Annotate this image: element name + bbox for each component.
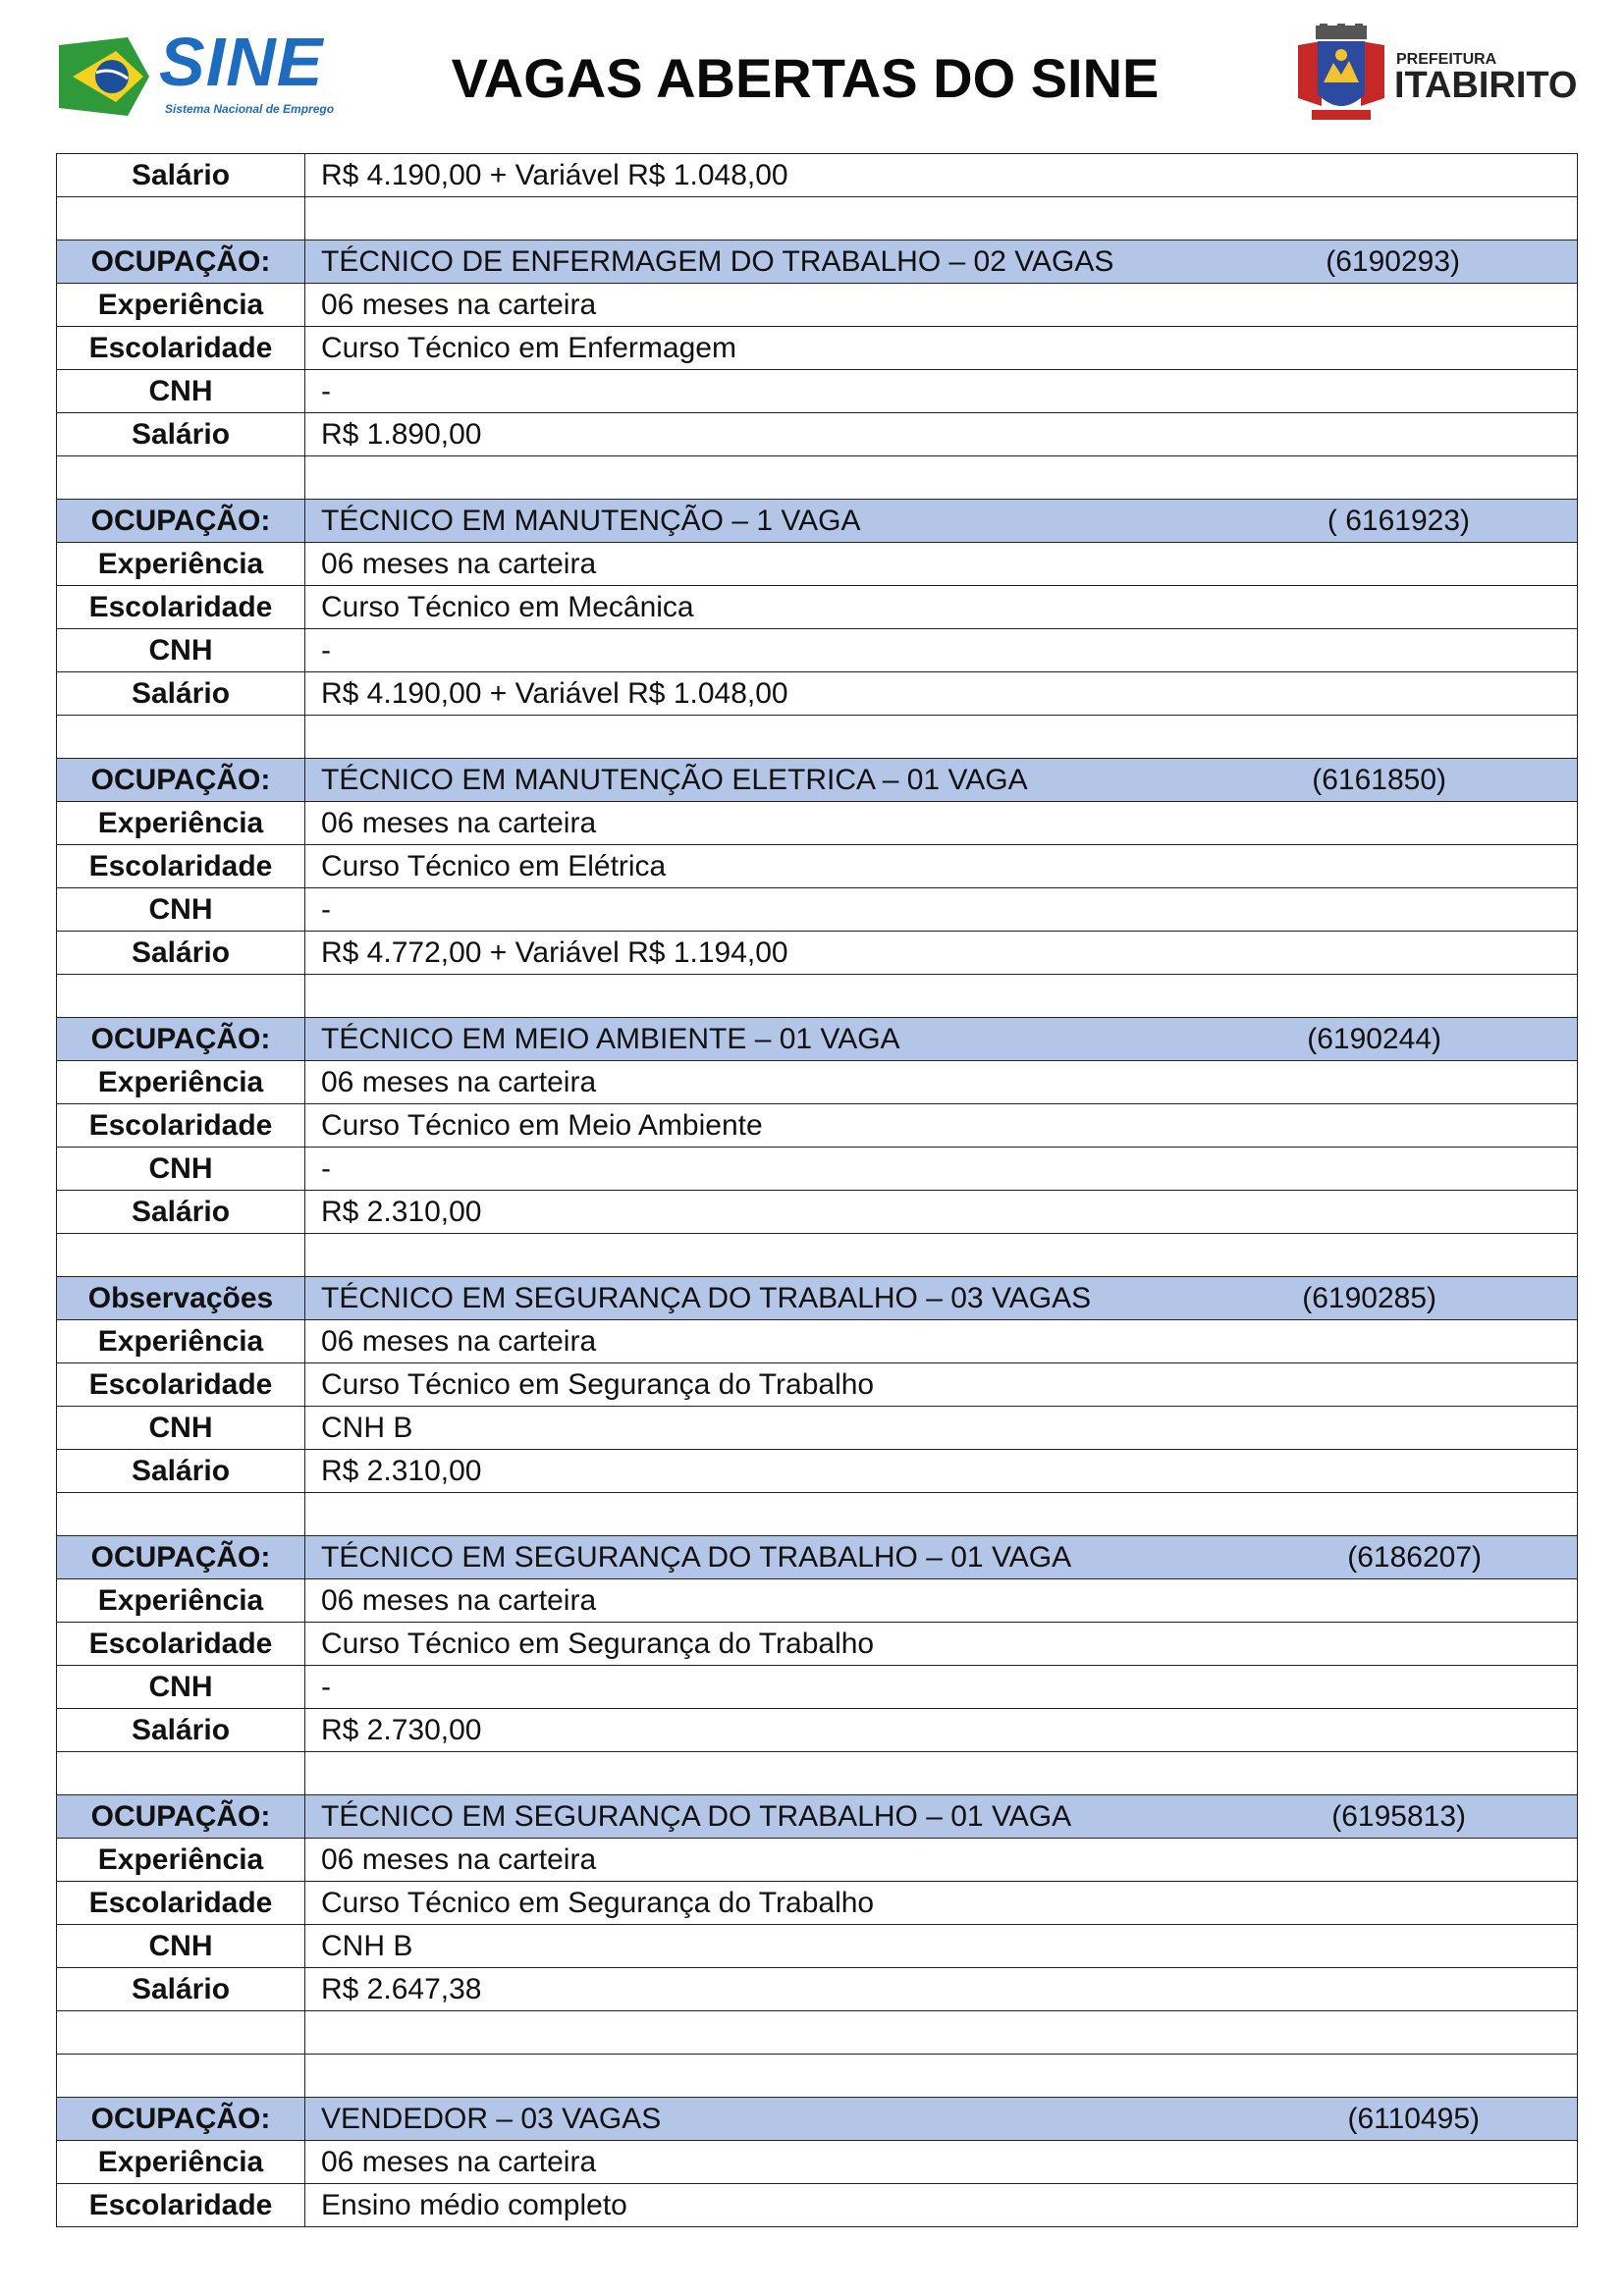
row-label: Salário	[57, 932, 305, 975]
row-label: Escolaridade	[57, 845, 305, 888]
row-value-cell	[305, 1320, 1578, 1363]
row-value-cell	[305, 716, 1578, 759]
row-label: Escolaridade	[57, 2184, 305, 2227]
row-value: -	[321, 633, 331, 667]
row-label	[57, 2055, 305, 2098]
row-label	[57, 197, 305, 240]
row-value-cell	[305, 1666, 1578, 1709]
row-value-cell	[305, 1148, 1578, 1191]
table-row	[57, 1839, 1578, 1882]
row-value-cell	[305, 1968, 1578, 2011]
row-label	[57, 1234, 305, 1277]
row-label: Experiência	[57, 802, 305, 845]
row-label: OCUPAÇÃO:	[57, 1018, 305, 1061]
row-value-cell	[305, 802, 1578, 845]
table-row	[57, 1882, 1578, 1925]
row-value: R$ 2.647,38	[321, 1972, 482, 2005]
row-value-cell	[305, 586, 1578, 629]
row-value: CNH B	[321, 1929, 413, 1962]
row-label: Escolaridade	[57, 1882, 305, 1925]
table-row	[57, 1752, 1578, 1795]
row-value: 06 meses na carteira	[321, 1324, 597, 1358]
row-value: Curso Técnico em Elétrica	[321, 849, 667, 882]
row-value: 06 meses na carteira	[321, 1065, 597, 1098]
row-label: CNH	[57, 370, 305, 413]
row-label: Escolaridade	[57, 1623, 305, 1666]
prefeitura-label: PREFEITURA	[1396, 51, 1497, 68]
row-value: TÉCNICO EM MEIO AMBIENTE – 01 VAGA	[321, 1022, 900, 1055]
row-value-cell	[305, 888, 1578, 932]
row-value-cell	[305, 1277, 1578, 1320]
row-value-cell	[305, 845, 1578, 888]
row-label: OCUPAÇÃO:	[57, 759, 305, 802]
row-value: Curso Técnico em Segurança do Trabalho	[321, 1627, 875, 1660]
row-label	[57, 2011, 305, 2055]
row-value: Curso Técnico em Enfermagem	[321, 331, 736, 364]
row-label: Experiência	[57, 1579, 305, 1623]
row-label	[57, 456, 305, 500]
row-label: CNH	[57, 888, 305, 932]
sine-logo	[59, 24, 344, 122]
row-label: CNH	[57, 1666, 305, 1709]
row-label: Escolaridade	[57, 586, 305, 629]
table-row	[57, 413, 1578, 456]
table-row	[57, 629, 1578, 672]
row-label: OCUPAÇÃO:	[57, 1536, 305, 1579]
row-label: OCUPAÇÃO:	[57, 1795, 305, 1839]
row-value-cell	[305, 932, 1578, 975]
occupation-row	[57, 1536, 1578, 1579]
row-value: -	[321, 892, 331, 926]
row-value-cell	[305, 154, 1578, 197]
row-value-cell	[305, 1752, 1578, 1795]
row-label	[57, 1493, 305, 1536]
row-value: R$ 2.730,00	[321, 1713, 482, 1746]
vacancies-table	[56, 153, 1578, 2227]
vacancy-code: (6190244)	[1307, 1023, 1441, 1055]
row-value: 06 meses na carteira	[321, 2145, 597, 2178]
vacancy-code: (6190293)	[1326, 245, 1460, 278]
row-label: Salário	[57, 1450, 305, 1493]
row-label: CNH	[57, 1407, 305, 1450]
table-row	[57, 1320, 1578, 1363]
row-label: Escolaridade	[57, 327, 305, 370]
table-row	[57, 845, 1578, 888]
row-value: 06 meses na carteira	[321, 1583, 597, 1617]
table-row	[57, 716, 1578, 759]
table-row	[57, 154, 1578, 197]
row-label: Experiência	[57, 1320, 305, 1363]
table-row	[57, 1493, 1578, 1536]
row-value-cell	[305, 1925, 1578, 1968]
row-label: Experiência	[57, 284, 305, 327]
row-value-cell	[305, 1709, 1578, 1752]
row-label: CNH	[57, 629, 305, 672]
table-row	[57, 1666, 1578, 1709]
row-label: Salário	[57, 672, 305, 716]
row-value-cell	[305, 327, 1578, 370]
brazil-flag-icon	[59, 37, 149, 116]
table-row	[57, 1709, 1578, 1752]
row-value: Curso Técnico em Segurança do Trabalho	[321, 1886, 875, 1919]
row-label	[57, 716, 305, 759]
vacancy-code: (6110495)	[1347, 2103, 1480, 2135]
row-value: TÉCNICO EM SEGURANÇA DO TRABALHO – 03 VAGAS	[321, 1281, 1092, 1314]
table-row	[57, 1407, 1578, 1450]
row-value: TÉCNICO EM MANUTENÇÃO ELETRICA – 01 VAGA	[321, 763, 1028, 796]
row-value: R$ 4.190,00 + Variável R$ 1.048,00	[321, 676, 788, 710]
row-value: 06 meses na carteira	[321, 547, 597, 580]
row-value-cell	[305, 2011, 1578, 2055]
row-value-cell	[305, 1579, 1578, 1623]
table-row	[57, 672, 1578, 716]
row-value-cell	[305, 2141, 1578, 2184]
row-value-cell	[305, 370, 1578, 413]
row-value-cell	[305, 1795, 1578, 1839]
row-label: Salário	[57, 413, 305, 456]
table-row	[57, 1061, 1578, 1104]
row-value-cell	[305, 1018, 1578, 1061]
table-row	[57, 327, 1578, 370]
row-value-cell	[305, 543, 1578, 586]
row-value-cell	[305, 1450, 1578, 1493]
row-value-cell	[305, 2055, 1578, 2098]
vacancy-code: (6195813)	[1331, 1800, 1466, 1833]
row-label: Salário	[57, 1191, 305, 1234]
occupation-row	[57, 500, 1578, 543]
row-value-cell	[305, 1191, 1578, 1234]
row-value: 06 meses na carteira	[321, 288, 597, 321]
row-value-cell	[305, 197, 1578, 240]
row-label: Experiência	[57, 543, 305, 586]
vacancy-code: (6161850)	[1312, 764, 1446, 796]
table-row	[57, 2011, 1578, 2055]
row-label: Escolaridade	[57, 1104, 305, 1148]
page-title: VAGAS ABERTAS DO SINE	[451, 47, 1160, 109]
row-value-cell	[305, 413, 1578, 456]
table-row	[57, 1363, 1578, 1407]
row-value-cell	[305, 672, 1578, 716]
row-label: CNH	[57, 1925, 305, 1968]
row-value-cell	[305, 629, 1578, 672]
row-label: Salário	[57, 154, 305, 197]
row-value: 06 meses na carteira	[321, 1842, 597, 1876]
page-header	[0, 0, 1624, 147]
table-row	[57, 1623, 1578, 1666]
row-value: Ensino médio completo	[321, 2188, 627, 2221]
table-row	[57, 543, 1578, 586]
row-value: Curso Técnico em Meio Ambiente	[321, 1108, 763, 1142]
row-value: R$ 1.890,00	[321, 417, 482, 451]
table-row	[57, 975, 1578, 1018]
table-row	[57, 1234, 1578, 1277]
row-value: -	[321, 1670, 331, 1703]
row-label: OCUPAÇÃO:	[57, 240, 305, 284]
occupation-row	[57, 1277, 1578, 1320]
row-value-cell	[305, 1104, 1578, 1148]
row-value-cell	[305, 1882, 1578, 1925]
row-label: Escolaridade	[57, 1363, 305, 1407]
vacancy-code: (6186207)	[1347, 1541, 1482, 1574]
prefeitura-logo	[1294, 24, 1578, 126]
row-label: Experiência	[57, 2141, 305, 2184]
row-label: Salário	[57, 1968, 305, 2011]
prefeitura-city: ITABIRITO	[1394, 65, 1578, 106]
occupation-row	[57, 2098, 1578, 2141]
row-value: TÉCNICO EM SEGURANÇA DO TRABALHO – 01 VAGA	[321, 1799, 1072, 1833]
row-value-cell	[305, 2184, 1578, 2227]
table-row	[57, 1191, 1578, 1234]
occupation-row	[57, 240, 1578, 284]
table-row	[57, 1104, 1578, 1148]
table-row	[57, 1968, 1578, 2011]
table-row	[57, 2055, 1578, 2098]
table-row	[57, 1148, 1578, 1191]
row-value: R$ 2.310,00	[321, 1195, 482, 1228]
row-value-cell	[305, 2098, 1578, 2141]
row-value-cell	[305, 759, 1578, 802]
row-value: R$ 4.772,00 + Variável R$ 1.194,00	[321, 935, 788, 969]
row-value-cell	[305, 1234, 1578, 1277]
row-value-cell	[305, 1363, 1578, 1407]
row-value-cell	[305, 1407, 1578, 1450]
table-row	[57, 888, 1578, 932]
row-value: TÉCNICO DE ENFERMAGEM DO TRABALHO – 02 VAGAS	[321, 244, 1114, 278]
row-label: Salário	[57, 1709, 305, 1752]
table-row	[57, 370, 1578, 413]
table-row	[57, 1579, 1578, 1623]
occupation-row	[57, 759, 1578, 802]
table-row	[57, 586, 1578, 629]
row-label: CNH	[57, 1148, 305, 1191]
row-value-cell	[305, 240, 1578, 284]
table-row	[57, 2141, 1578, 2184]
row-value-cell	[305, 456, 1578, 500]
row-value: CNH B	[321, 1411, 413, 1444]
row-value: 06 meses na carteira	[321, 806, 597, 839]
row-value-cell	[305, 1839, 1578, 1882]
row-label: OCUPAÇÃO:	[57, 500, 305, 543]
row-value: -	[321, 1151, 331, 1185]
row-value: TÉCNICO EM SEGURANÇA DO TRABALHO – 01 VAGA	[321, 1540, 1072, 1574]
table-row	[57, 456, 1578, 500]
row-value-cell	[305, 1536, 1578, 1579]
row-value: -	[321, 374, 331, 407]
vacancy-code: (6190285)	[1302, 1282, 1436, 1314]
table-row	[57, 197, 1578, 240]
row-label: Observações	[57, 1277, 305, 1320]
row-label	[57, 975, 305, 1018]
row-value: Curso Técnico em Mecânica	[321, 590, 694, 623]
row-value-cell	[305, 284, 1578, 327]
row-value: TÉCNICO EM MANUTENÇÃO – 1 VAGA	[321, 504, 861, 537]
row-value-cell	[305, 975, 1578, 1018]
table-row	[57, 1925, 1578, 1968]
row-label: OCUPAÇÃO:	[57, 2098, 305, 2141]
table-row	[57, 802, 1578, 845]
occupation-row	[57, 1795, 1578, 1839]
row-label: Experiência	[57, 1061, 305, 1104]
sine-logo-subtitle: Sistema Nacional de Emprego	[165, 102, 335, 116]
row-label: Experiência	[57, 1839, 305, 1882]
row-value: VENDEDOR – 03 VAGAS	[321, 2102, 662, 2135]
table-row	[57, 1450, 1578, 1493]
row-value-cell	[305, 1623, 1578, 1666]
row-value: Curso Técnico em Segurança do Trabalho	[321, 1367, 875, 1401]
row-label	[57, 1752, 305, 1795]
city-crest-icon	[1294, 24, 1388, 126]
row-value: R$ 2.310,00	[321, 1454, 482, 1487]
sine-logo-text: SINE	[159, 24, 324, 100]
row-value: R$ 4.190,00 + Variável R$ 1.048,00	[321, 158, 788, 191]
occupation-row	[57, 1018, 1578, 1061]
table-row	[57, 284, 1578, 327]
vacancy-code: ( 6161923)	[1326, 505, 1470, 537]
row-value-cell	[305, 1061, 1578, 1104]
table-row	[57, 2184, 1578, 2227]
row-value-cell	[305, 500, 1578, 543]
row-value-cell	[305, 1493, 1578, 1536]
table-row	[57, 932, 1578, 975]
